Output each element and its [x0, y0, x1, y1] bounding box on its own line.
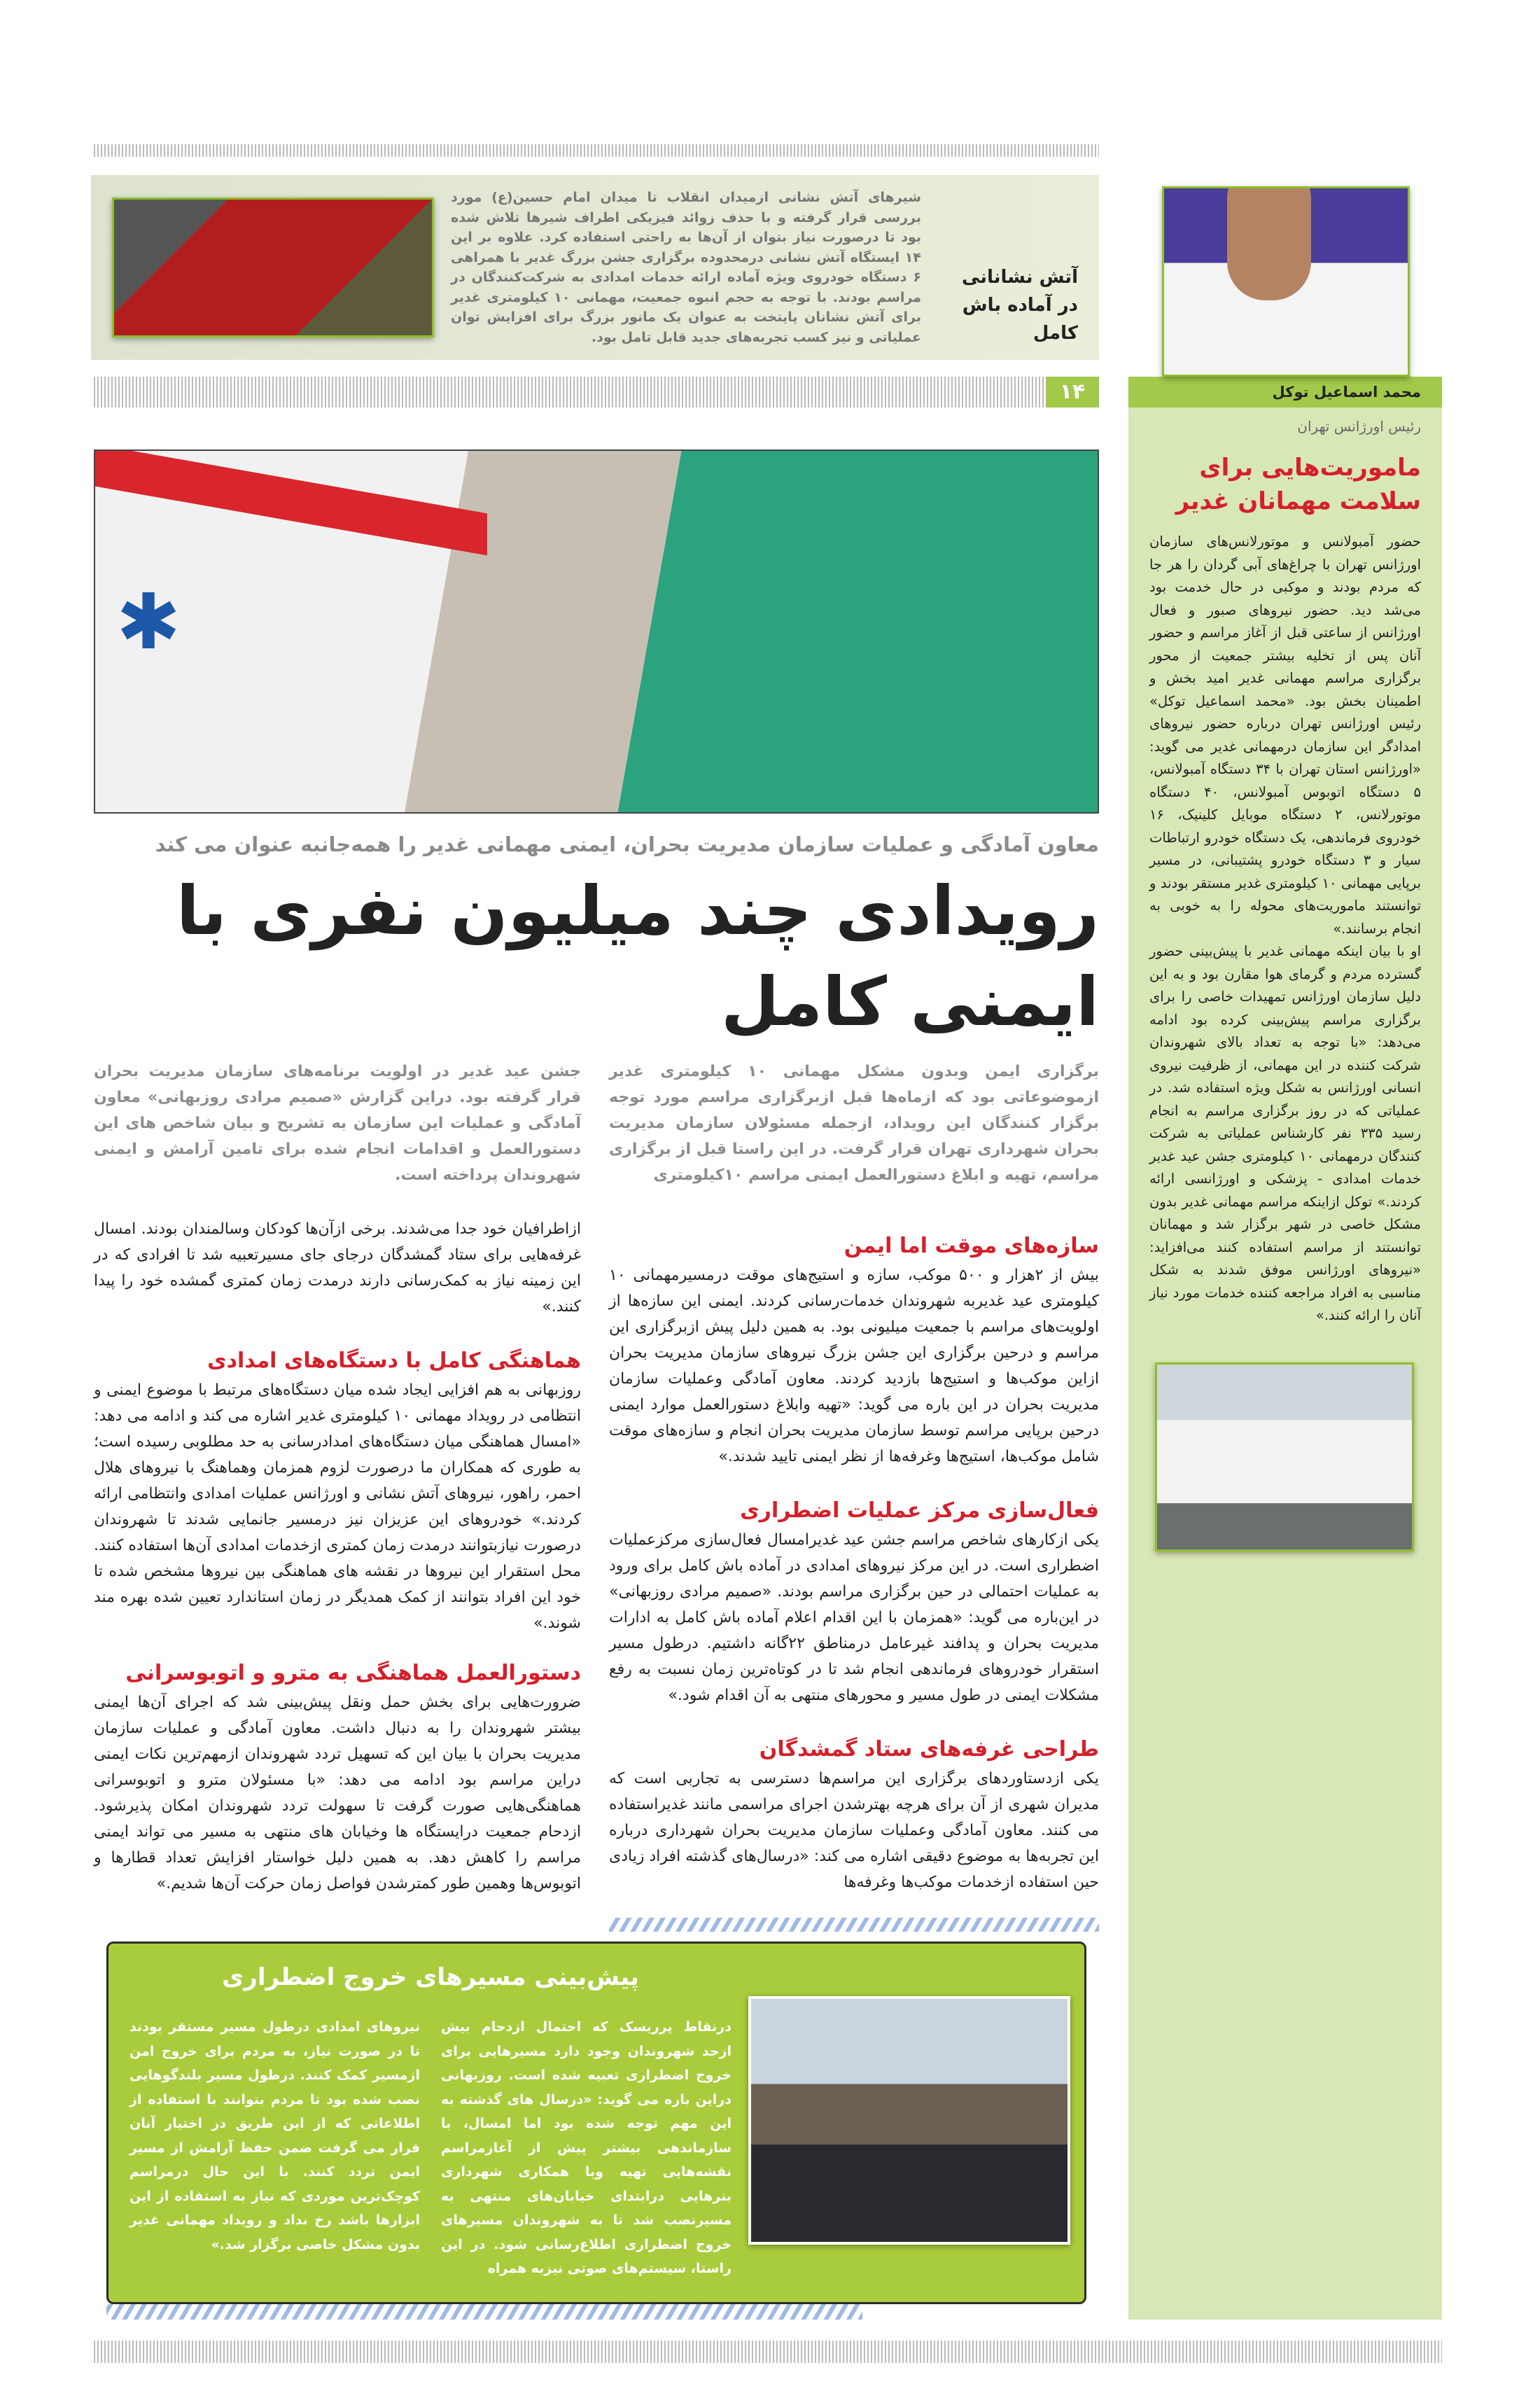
- sidebar-name: محمد اسماعیل توکل: [1128, 377, 1442, 407]
- sidebar-paragraph: حضور آمبولانس و موتورلانس‌های سازمان اورژانس تهران با چراغ‌های آبی گردان را هر جا که مردم بودند و موکبی در حال خدمت بود می‌شد دید. حضور نیروهای صبور و فعال اورژانس از ساعتی قبل از آغاز مراسم و حضور آنان پس از تخلیه بیشتر جمعیت از محور برگزاری مراسم مهمانی غدیر امید بخش و اطمینان بخش بود. «محمد اسماعیل توکل» رئیس اورژانس تهران درباره حضور نیروهای امدادگر این سازمان درمهمانی غدیر می گوید: «اورژانس استان تهران با ۳۴ دستگاه آمبولانس، ۵ دستگاه اتوبوس آمبولانس، ۴۰ دستگاه موتورلانس، ۲ دستگاه موبایل کلینیک، ۱۶ خودروی فرماندهی، یک دستگاه خودرو ارتباطات سیار و ۳ دستگاه خودرو پشتیبانی، در مسیر برپایی مهمانی ۱۰ کیلومتری غدیر مستقر بودند و توانستند ماموریت‌های محوله را به خوبی به انجام برسانند.»: [1149, 534, 1421, 937]
- article-kicker: معاون آمادگی و عملیات سازمان مدیریت بحران، ایمنی مهمانی غدیر را همه‌جانبه عنوان می کند: [155, 832, 1099, 856]
- section-heading: هماهنگی کامل با دستگاه‌های امدادی: [207, 1348, 581, 1373]
- fire-box-title-1: آتش نشانانی: [961, 267, 1078, 288]
- fire-truck-photo: [112, 197, 434, 337]
- sidebar-role: رئیس اورژانس تهران: [1297, 418, 1421, 435]
- lead-right: برگزاری ایمن وبدون مشکل مهمانی ۱۰ کیلومتری غدیر ازموضوعاتی بود که ازماه‌ها قبل ازبرگزاری مراسم مورد توجه برگزار کنندگان این رویداد، ازجمله مسئولان سازمان مدیریت بحران شهرداری تهران قرار گرفت. در این راستا قبل از برگزاری مراسم، تهیه و ابلاغ دستورالعمل ایمنی مراسم ۱۰کیلومتری: [609, 1063, 1099, 1184]
- page-number-bar: [94, 377, 1046, 407]
- bottom-rule: [94, 2341, 1442, 2363]
- section-body: یکی ازدستاوردهای برگزاری این مراسم‌ها دسترسی به تجاربی است که مدیران شهری از آن برای هرچه بهترشدن اجرای مراسمی مانند غدیراستفاده می کنند. معاون آمادگی وعملیات سازمان مدیریت بحران شهرداری درباره این تجربه‌ها به موضوع دقیقی اشاره می کند: «درسال‌های گذشته افراد زیادی حین استفاده ازخدمات موکب‌ها وغرفه‌ها: [609, 1770, 1099, 1891]
- top-rule: [94, 144, 1099, 157]
- decorative-stripes: [106, 2304, 862, 2320]
- star-of-life-icon: ✱: [116, 577, 181, 667]
- firefighters-box: [91, 175, 1099, 360]
- article-headline: رویدادی چند میلیون نفری با ایمنی کامل: [176, 872, 1099, 1041]
- fire-box-title-2: در آماده باش کامل: [962, 295, 1078, 344]
- body-row: [91, 377, 1442, 2320]
- green-box-col-right: درنقاط پرریسک که احتمال ازدحام بیش ازحد شهروندان وجود دارد مسیرهایی برای خروج اضطراری تعبیه شده است. روزبهانی دراین باره می گوید: «درسال های گذشته به این مهم توجه شده بود اما امسال، با سازماندهی بیشتر پیش از آغازمراسم نقشه‌هایی تهیه وبا همکاری شهرداری بنرهایی درابتدای خیابان‌های منتهی به مسیرنصب شد تا به شهروندان مسیرهای خروج اضطراری اطلاع‌رسانی شود. در این راستا، سیستم‌های صوتی نیزبه همراه: [441, 2019, 732, 2276]
- crowd-photo: [748, 1996, 1070, 2245]
- right-column: [609, 1059, 1099, 1897]
- section-body: بیش از ۲هزار و ۵۰۰ موکب، سازه و استیج‌های موقت درمسیرمهمانی ۱۰ کیلومتری عید غدیربه شهروندان خدمات‌رسانی کردند. ایمنی این سازه‌ها از اولویت‌های مراسم با جمعیت میلیونی بود. به همین دلیل پیش ازبرگزاری این مراسم و درحین برگزاری این جشن بزرگ نیروهای سازمان مدیریت بحران ازاین موکب‌ها و استیج‌ها بازدید کردند. معاون آمادگی وعملیات سازمان مدیریت بحران در این باره می گوید: «تهیه وابلاغ دستورالعمل موارد ایمنی درحین برپایی مراسم توسط سازمان مدیریت بحران انجام و سازه‌های موقت شامل موکب‌ها، استیج‌ها وغرفه‌ها از نظر ایمنی تایید شدند.»: [609, 1267, 1099, 1465]
- decorative-stripes: [609, 1918, 1099, 1932]
- section-body: یکی ازکارهای شاخص مراسم جشن عید غدیرامسال فعال‌سازی مرکزعملیات اضطراری است. در این مرکز نیروهای امدادی در آماده باش کامل برای ورود به عملیات احتمالی در حین برگزاری مراسم بودند. «صمیم مرادی روزبهانی» در این‌باره می گوید: «همزمان با این اقدام اعلام آماده باش کامل به ادارات مدیریت بحران و پدافند غیرعامل درمناطق ۲۲گانه داشتیم. درطول مسیر استقرار خودروهای فرماندهی انجام شد تا در کوتاه‌ترین زمان نسبت به رفع مشکلات ایمنی در طول مسیر و محورهای منتهی به آن اقدام شود.»: [609, 1531, 1099, 1704]
- section-heading: طراحی غرفه‌های ستاد گمشدگان: [759, 1737, 1099, 1762]
- green-box-col-left: نیروهای امدادی درطول مسیر مستقر بودند تا در صورت نیاز، به مردم برای خروج امن ازمسیر کمک کنند. درطول مسیر بلندگوهایی نصب شده بود تا مردم بتوانند با استفاده از اطلاعاتی که از این طریق در اختیار آنان قرار می گرفت ضمن حفظ آرامش از مسیر ایمن تردد کنند. با این حال درمراسم کوچک‌ترین موردی که نیاز به استفاده از این ابزارها باشد رخ نداد و رویداد مهمانی غدیر بدون مشکل خاصی برگزار شد.»: [130, 2019, 420, 2252]
- sidebar: [1128, 377, 1442, 2320]
- sidebar-title: ماموریت‌هایی برای سلامت مهمانان غدیر: [1175, 454, 1421, 515]
- ambulance-photo: [1155, 1362, 1414, 1552]
- continuation-text: ازاطرافیان خود جدا می‌شدند. برخی ازآن‌ها کودکان وسالمندان بودند. امسال غرفه‌هایی برای ستاد گمشدگان درجای جای مسیرتعبیه شد تا افرادی که در این زمینه نیاز به کمک‌رسانی دارند درمدت زمان کمتری گمشده خود را پیدا کنند.»: [94, 1220, 581, 1316]
- header-row: [91, 144, 1442, 377]
- section-heading: دستورالعمل هماهنگی به مترو و اتوبوسرانی: [125, 1661, 581, 1685]
- fire-box-body: شیرهای آتش نشانی ازمیدان انقلاب تا میدان امام حسین(ع) مورد بررسی قرار گرفته و با حذف زوائد فیزیکی اطراف شیرها تلاش شده بود تا درصورت نیاز بتوان از آن‌ها به راحتی استفاده کرد. علاوه بر این ۱۴ ایستگاه آتش نشانی درمحدوده برگزاری جشن بزرگ غدیر با همراهی ۶ دستگاه خودروی ویژه آماده ارائه خدمات امدادی به شرکت‌کنندگان در مراسم بودند. با توجه به حجم انبوه جمعیت، مهمانی ۱۰ کیلومتری غدیر برای آتش نشانان پایتخت به عنوان یک مانور بزرگ برای افزایش توان عملیاتی و نیز کسب تجربه‌های جدید قابل تامل بود.: [451, 190, 921, 345]
- newspaper-page: [91, 144, 1442, 2405]
- green-box-title: پیش‌بینی مسیرهای خروج اضطراری: [222, 1963, 639, 1991]
- lead-left: جشن عید غدیر در اولویت برنامه‌های سازمان مدیریت بحران قرار گرفته بود. دراین گزارش «صمیم مرادی روزبهانی» معاون آمادگی و عملیات این سازمان به تشریح و بیان شاخص های این دستورالعمل و اقدامات انجام شده برای تامین آرامش و ایمنی شهروندان پرداخته است.: [94, 1063, 581, 1184]
- emergency-exit-box: [106, 1942, 1086, 2304]
- section-heading: سازه‌های موقت اما ایمن: [844, 1234, 1099, 1258]
- portrait-photo: [1162, 186, 1410, 377]
- section-body: ضرورت‌هایی برای بخش حمل ونقل پیش‌بینی شد که اجرای آن‌ها ایمنی بیشتر شهروندان را به دنبال داشت. معاون آمادگی و عملیات سازمان مدیریت بحران با بیان این که تسهیل تردد شهروندان ازمهم‌ترین نکات ایمنی دراین مراسم بود ادامه می دهد: «با مسئولان مترو و اتوبوسرانی هماهنگی‌هایی صورت گرفت تا سهولت تردد شهروندان امکان پذیرشود. ازدحام جمعیت درایستگاه ها وخیابان های منتهی به مسیر می تواند ایمنی مراسم را کاهش دهد. به همین دلیل خواستار افزایش تعداد قطارها و اتوبوس‌ها وهمین طور کمترشدن فواصل زمان حرکت آن‌ها شدیم.»: [94, 1694, 581, 1892]
- page-number: ۱۴: [1046, 377, 1099, 407]
- section-body: روزبهانی به هم افزایی ایجاد شده میان دستگاه‌های مرتبط با موضوع ایمنی و انتظامی در رویداد مهمانی ۱۰ کیلومتری غدیر اشاره می کند و ادامه می دهد: «امسال هماهنگی میان دستگاه‌های امدادرسانی به حد مطلوبی رسیده است؛ به طوری که همکاران ما درصورت لزوم همزمان وهماهنگ با نیروهای هلال احمر، راهور، نیروهای آتش نشانی و اورژانس عملیات امدادی وانتظامی ارائه کردند.» خودروهای این عزیزان نیز درمسیر جانمایی شدند تا شهروندان درصورت نیازبتوانند درمدت زمان کمتری ازخدمات امدادی آن‌ها استفاده کنند. محل استقرار این نیروها در نقشه های هماهنگی بین نیروها مشخص شده تا خود این افراد بتوانند از کمک همدیگر در زمان استاندارد تعیین شده بهره مند شوند.»: [94, 1381, 581, 1632]
- left-column: [94, 1059, 581, 1897]
- section-heading: فعال‌سازی مرکز عملیات اضطراری: [740, 1498, 1099, 1523]
- main-photo: [94, 449, 1099, 814]
- sidebar-paragraph: او با بیان اینکه مهمانی غدیر با پیش‌بینی حضور گسترده مردم و گرمای هوا مقارن بود و به این دلیل سازمان اورژانس تمهیدات خاصی را برای برگزاری مراسم پیش‌بینی کرده بود ادامه می‌دهد: «با توجه به تعداد بالای شهروندان شرکت کننده در این مهمانی، از ظرفیت نیروی انسانی اورژانس به شکل ویژه استفاده شد. در عملیاتی که در روز برگزاری مراسم به انجام رسید ۳۳۵ نفر کارشناس عملیاتی به شرکت کنندگان درمهمانی ۱۰ کیلومتری جشن عید غدیر خدمات امدادی - پزشکی و اورژانسی ارائه کردند.» توکل ازاینکه مراسم مهمانی غدیر بدون مشکل خاصی در شهر برگزار شد و مهمانان توانستند از مراسم استفاده کنند می‌افزاید: «نیروهای اورژانس موفق شدند به شکل مناسبی به افراد مراجعه کننده خدمات مورد نیاز آنان را ارائه کنند.»: [1149, 943, 1422, 1323]
